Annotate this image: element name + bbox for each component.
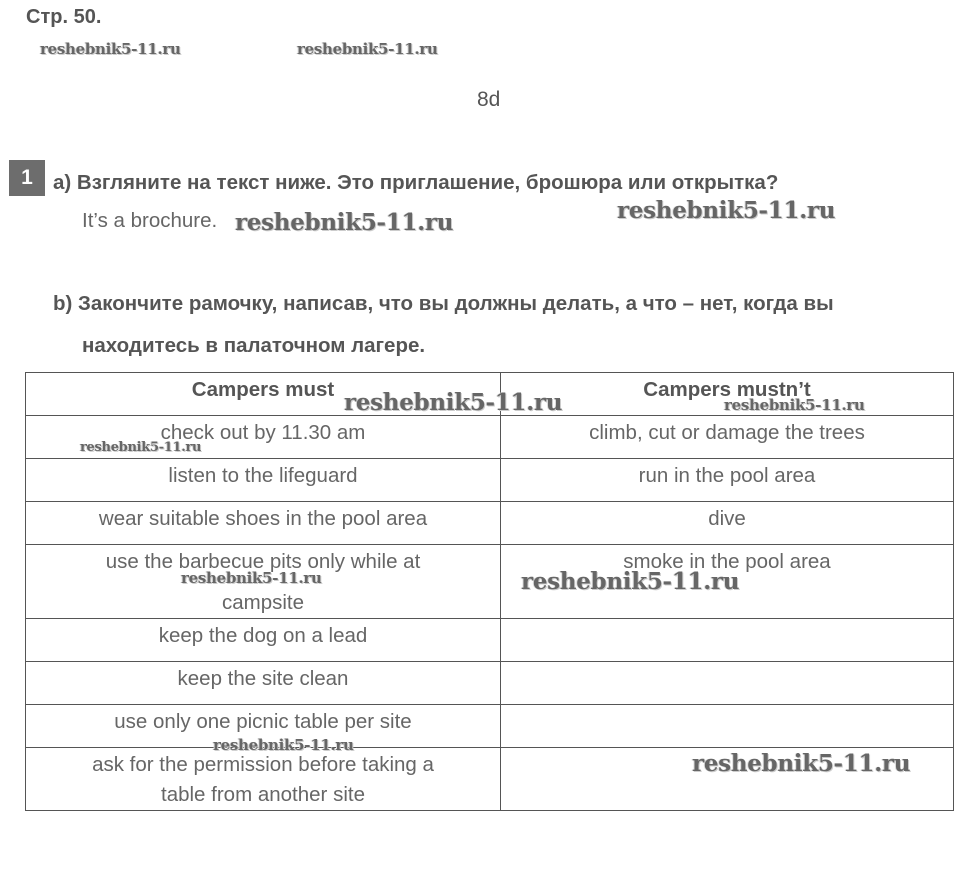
table-row	[26, 705, 954, 748]
header-must: Campers must	[26, 373, 501, 416]
watermark: reshebnik5-11.ru	[724, 396, 865, 414]
table-row	[26, 619, 954, 662]
rules-table	[25, 372, 954, 811]
watermark: reshebnik5-11.ru	[181, 569, 322, 587]
task-number-badge: 1	[9, 160, 45, 196]
cell-must-line1: use the barbecue pits only while at	[105, 550, 421, 573]
header-mustnt: Campers mustn’t	[501, 373, 954, 416]
watermark: reshebnik5-11.ru	[235, 209, 454, 236]
watermark: reshebnik5-11.ru	[40, 40, 181, 58]
cell-mustnt	[501, 705, 954, 748]
cell-must: listen to the lifeguard	[26, 459, 501, 502]
cell-must: use only one picnic table per site	[26, 705, 501, 748]
table-row	[26, 502, 954, 545]
answer-a: It’s a brochure.	[82, 209, 218, 232]
cell-must-line2: table from another site	[161, 783, 365, 806]
question-b-line1: b) Закончите рамочку, написав, что вы должны делать, а что – нет, когда вы	[53, 292, 834, 315]
unit-label: 8d	[477, 88, 501, 111]
cell-must: wear suitable shoes in the pool area	[26, 502, 501, 545]
cell-mustnt	[501, 619, 954, 662]
watermark: reshebnik5-11.ru	[344, 389, 563, 416]
cell-must: keep the dog on a lead	[26, 619, 501, 662]
cell-must-line1: ask for the permission before taking a	[92, 753, 434, 776]
cell-mustnt: climb, cut or damage the trees	[501, 416, 954, 459]
page-reference: Стр. 50.	[26, 6, 102, 28]
cell-must: keep the site clean	[26, 662, 501, 705]
table-row	[26, 545, 954, 619]
question-a: a) Взгляните на текст ниже. Это приглашение, брошюра или открытка?	[53, 171, 779, 194]
watermark: reshebnik5-11.ru	[521, 568, 740, 595]
watermark: reshebnik5-11.ru	[297, 40, 438, 58]
cell-mustnt: run in the pool area	[501, 459, 954, 502]
watermark: reshebnik5-11.ru	[692, 750, 911, 777]
cell-must: check out by 11.30 am	[26, 416, 501, 459]
watermark: reshebnik5-11.ru	[213, 736, 354, 754]
cell-mustnt: dive	[501, 502, 954, 545]
watermark: reshebnik5-11.ru	[617, 197, 836, 224]
question-b-line2: находитесь в палаточном лагере.	[82, 334, 426, 357]
watermark: reshebnik5-11.ru	[80, 440, 202, 455]
cell-must-line2: campsite	[221, 591, 305, 614]
table-row	[26, 662, 954, 705]
table-row	[26, 459, 954, 502]
cell-mustnt	[501, 662, 954, 705]
cell-must	[26, 748, 501, 811]
cell-mustnt: smoke in the pool area	[501, 545, 954, 619]
